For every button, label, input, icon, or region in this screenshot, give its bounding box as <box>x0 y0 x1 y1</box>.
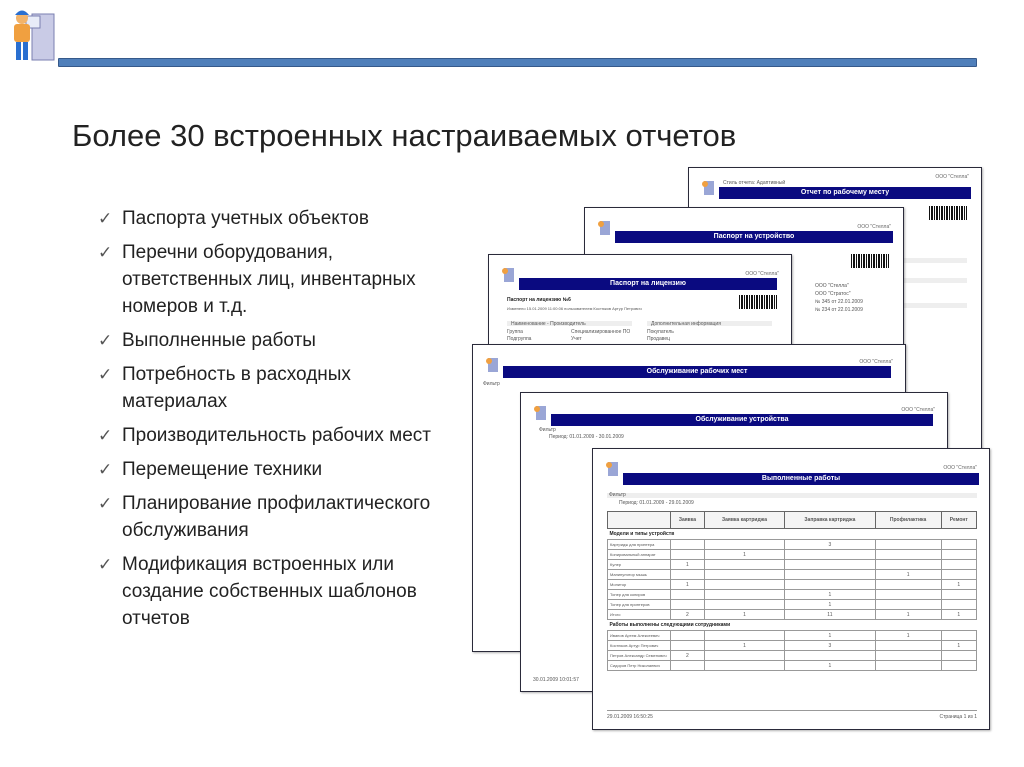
report-completed-work <box>592 448 990 730</box>
bullet-item <box>98 327 438 354</box>
text-label: Паспорт на лицензию №6 <box>507 297 571 303</box>
table-cell <box>704 631 784 641</box>
table-cell: 1 <box>704 610 784 620</box>
table-cell <box>704 600 784 610</box>
bullet-item <box>98 456 438 483</box>
table-cell: Тонер для копиров <box>608 590 671 600</box>
table-row <box>608 550 977 560</box>
column-header: Заявка <box>671 512 705 529</box>
check-icon: ✓ <box>98 209 113 228</box>
text-label: Потребность в расходных материалах <box>122 364 351 412</box>
check-icon: ✓ <box>98 426 113 445</box>
text-label: Группа <box>507 329 523 335</box>
footer-divider <box>607 710 977 711</box>
report-logo-icon <box>483 355 499 373</box>
table-row <box>608 661 977 671</box>
table-cell <box>875 590 941 600</box>
table-cell <box>704 560 784 570</box>
text-label: Модификация встроенных или создание собственных шаблонов отчетов <box>122 554 417 629</box>
table-cell <box>941 540 976 550</box>
table-cell: 2 <box>671 610 705 620</box>
barcode <box>739 295 777 309</box>
table-cell <box>704 590 784 600</box>
table-cell <box>941 590 976 600</box>
table-cell: 1 <box>704 641 784 651</box>
table-cell <box>704 661 784 671</box>
text-label: ООО "Стелла" <box>935 174 969 180</box>
table-cell <box>875 560 941 570</box>
check-icon: ✓ <box>98 331 113 350</box>
text-label: Покупатель <box>647 329 674 335</box>
text-label: Период: 01.01.2009 - 29.01.2009 <box>619 500 694 506</box>
text-label: Производительность рабочих мест <box>122 425 431 446</box>
table-cell <box>704 540 784 550</box>
text-label: Наименование - Производитель <box>511 321 586 327</box>
bullet-item <box>98 422 438 449</box>
table-row <box>608 580 977 590</box>
table-cell: 1 <box>785 631 875 641</box>
table-cell <box>785 580 875 590</box>
bullet-item <box>98 361 438 415</box>
report-license-passport <box>488 254 792 348</box>
table-cell: Сидоров Петр Николаевич <box>608 661 671 671</box>
text-label: Фильтр <box>609 492 626 498</box>
text-label: ООО "Стелла" <box>857 224 891 230</box>
text-label: Дополнительная информация <box>651 321 721 327</box>
barcode <box>929 206 967 220</box>
table-row <box>608 570 977 580</box>
table-cell: Манипулятор мышь <box>608 570 671 580</box>
table-cell <box>875 641 941 651</box>
text-label: Перечни оборудования, ответственных лиц, инвентарных номеров и т.д. <box>122 242 416 317</box>
text-label: Выполненные работы <box>122 330 316 351</box>
report-logo-icon <box>699 178 715 196</box>
table-cell <box>671 590 705 600</box>
table-cell: 11 <box>785 610 875 620</box>
table-cell <box>941 661 976 671</box>
table-cell: 1 <box>785 661 875 671</box>
table-cell: 3 <box>785 540 875 550</box>
table-cell <box>671 600 705 610</box>
text-label: Учет <box>571 336 582 342</box>
text-label: ООО "Стелла" <box>943 465 977 471</box>
column-header: Заправка картриджа <box>785 512 875 529</box>
table-cell: 1 <box>941 580 976 590</box>
text-label: ООО "Стелла" <box>901 407 935 413</box>
text-label: 29.01.2009 16:50:25 <box>607 714 653 720</box>
table-cell <box>941 560 976 570</box>
table-cell: 1 <box>875 570 941 580</box>
table-cell: Петров Александр Семенович <box>608 651 671 661</box>
column-header: Заявка картриджа <box>704 512 784 529</box>
check-icon: ✓ <box>98 365 113 384</box>
table-cell <box>941 550 976 560</box>
bullet-item <box>98 490 438 544</box>
text-label: № 234 от 22.01.2009 <box>815 307 863 313</box>
table-cell: Копировальный аппарат <box>608 550 671 560</box>
completed-work-table <box>607 511 977 671</box>
table-row <box>608 560 977 570</box>
technician-computer-logo-icon <box>8 6 58 64</box>
table-cell <box>785 560 875 570</box>
table-cell: 1 <box>785 590 875 600</box>
table-cell <box>671 570 705 580</box>
text-label: Фильтр <box>539 427 556 433</box>
report-title: Выполненные работы <box>623 473 979 485</box>
feature-list <box>98 205 438 639</box>
bullet-item <box>98 551 438 632</box>
table-cell: Костюков Артур Петрович <box>608 641 671 651</box>
text-label: 30.01.2009 10:01:57 <box>533 677 579 683</box>
table-header-row <box>608 512 977 529</box>
text-label: № 345 от 22.01.2009 <box>815 299 863 305</box>
check-icon: ✓ <box>98 243 113 262</box>
text-label: Специализированное ПО <box>571 329 631 335</box>
section-row <box>608 529 977 540</box>
report-title: Паспорт на лицензию <box>519 278 777 290</box>
column-header <box>608 512 671 529</box>
text-label: Страница 1 из 1 <box>939 714 977 720</box>
check-icon: ✓ <box>98 460 113 479</box>
report-title: Паспорт на устройство <box>615 231 893 243</box>
text-label: Подгруппа <box>507 336 532 342</box>
table-cell <box>941 651 976 661</box>
text-label: Фильтр <box>483 381 500 387</box>
column-header: Ремонт <box>941 512 976 529</box>
table-cell <box>941 631 976 641</box>
check-icon: ✓ <box>98 494 113 513</box>
report-logo-icon <box>595 218 611 236</box>
table-row <box>608 631 977 641</box>
table-cell: 3 <box>785 641 875 651</box>
report-logo-icon <box>603 459 619 477</box>
table-cell: Тонер для принтеров <box>608 600 671 610</box>
table-cell <box>785 550 875 560</box>
table-cell <box>671 550 705 560</box>
text-label: ООО "Стелла" <box>815 283 849 289</box>
table-row <box>608 600 977 610</box>
table-cell <box>671 661 705 671</box>
table-cell: 1 <box>875 631 941 641</box>
table-cell: Итого <box>608 610 671 620</box>
table-cell <box>875 661 941 671</box>
table-row <box>608 651 977 661</box>
table-cell <box>875 580 941 590</box>
table-cell: 2 <box>671 651 705 661</box>
table-cell <box>941 600 976 610</box>
table-cell: Кулер <box>608 560 671 570</box>
table-cell: 1 <box>875 610 941 620</box>
table-row <box>608 540 977 550</box>
section-row <box>608 620 977 631</box>
table-cell: Картридж для принтера <box>608 540 671 550</box>
table-row <box>608 641 977 651</box>
slide-title: Более 30 встроенных настраиваемых отчетов <box>72 118 737 153</box>
text-label: ООО "Стелла" <box>859 359 893 365</box>
text-label: Продавец <box>647 336 670 342</box>
table-cell <box>785 570 875 580</box>
table-cell <box>704 570 784 580</box>
table-cell: Иванов Артем Алексеевич <box>608 631 671 641</box>
table-cell <box>704 580 784 590</box>
table-cell: 1 <box>704 550 784 560</box>
text-label: Планирование профилактического обслуживания <box>122 493 431 541</box>
check-icon: ✓ <box>98 555 113 574</box>
report-title: Обслуживание устройства <box>551 414 933 426</box>
table-cell: 1 <box>671 580 705 590</box>
table-cell <box>671 540 705 550</box>
header-rule <box>58 58 977 67</box>
table-cell <box>875 540 941 550</box>
barcode <box>851 254 889 268</box>
report-title: Отчет по рабочему месту <box>719 187 971 199</box>
table-row <box>608 610 977 620</box>
report-logo-icon <box>499 265 515 283</box>
section-heading: Работы выполнены следующими сотрудниками <box>609 622 731 628</box>
bullet-item <box>98 205 438 232</box>
section-heading: Модели и типы устройств <box>609 531 675 537</box>
text-label: Изменено 15.01.2009 11:00:06 пользователем Костюков Артур Петрович <box>507 306 642 311</box>
table-cell <box>875 550 941 560</box>
table-cell <box>875 651 941 661</box>
table-cell: 1 <box>671 560 705 570</box>
text-label: Паспорта учетных объектов <box>122 208 369 229</box>
report-logo-icon <box>531 403 547 421</box>
text-label: Период: 01.01.2009 - 30.01.2009 <box>549 434 624 440</box>
table-cell: Монитор <box>608 580 671 590</box>
column-header: Профилактика <box>875 512 941 529</box>
table-cell <box>671 641 705 651</box>
text-label: Стиль отчета: Адаптивный <box>723 180 786 186</box>
table-cell: 1 <box>941 610 976 620</box>
table-cell: 1 <box>941 641 976 651</box>
text-label: ООО "Стелла" <box>745 271 779 277</box>
text-label: Перемещение техники <box>122 459 323 480</box>
table-cell: 1 <box>785 600 875 610</box>
table-cell <box>875 600 941 610</box>
text-label: ООО "Стратос" <box>815 291 851 297</box>
table-cell <box>941 570 976 580</box>
bullet-item <box>98 239 438 320</box>
table-cell <box>671 631 705 641</box>
table-cell <box>785 651 875 661</box>
table-row <box>608 590 977 600</box>
report-title: Обслуживание рабочих мест <box>503 366 891 378</box>
table-cell <box>704 651 784 661</box>
